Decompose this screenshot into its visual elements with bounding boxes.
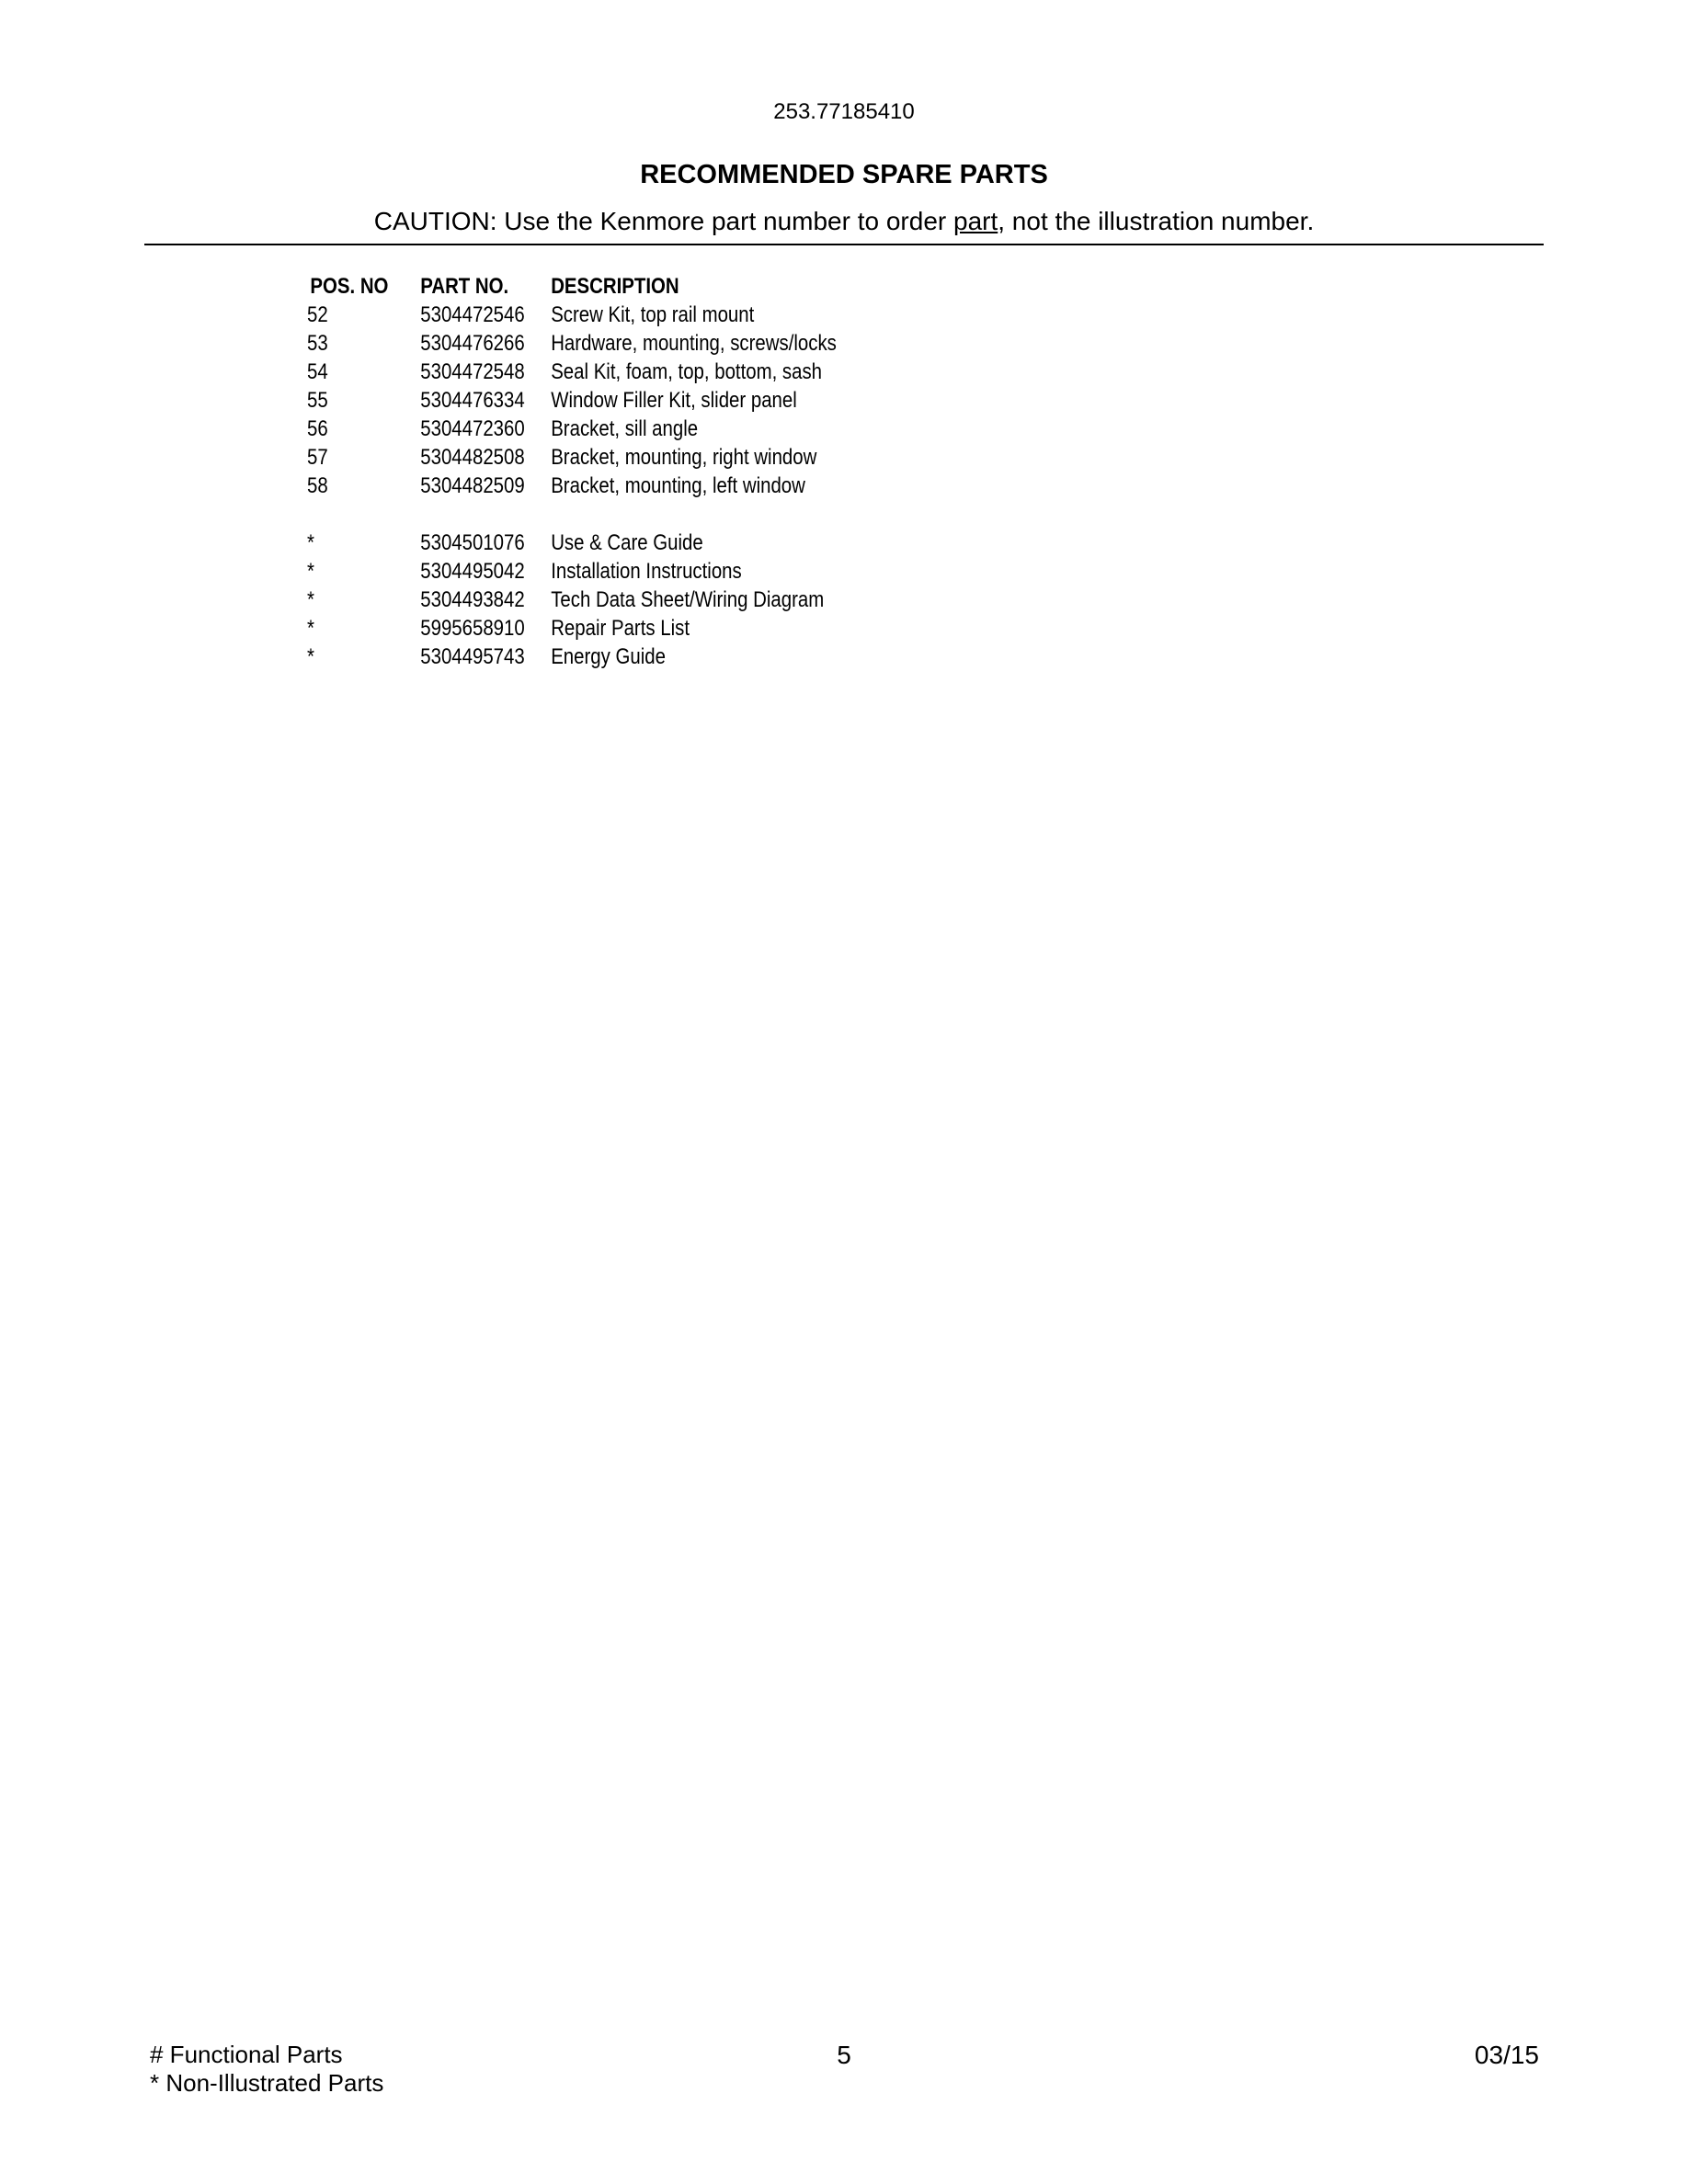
column-header-pos: POS. NO: [310, 274, 389, 299]
caution-text-start: CAUTION: Use the Kenmore part number to order: [373, 207, 953, 235]
description-cell: Bracket, sill angle: [551, 416, 699, 441]
part-number-cell: 5995658910: [420, 616, 525, 641]
table-row: [307, 415, 863, 443]
part-number-cell: 5304482508: [420, 445, 525, 470]
part-number-cell: 5304472546: [420, 302, 525, 327]
table-row: [307, 586, 863, 614]
model-number: 253.77185410: [773, 99, 915, 124]
table-row: [307, 643, 863, 671]
part-number-cell: 5304472360: [420, 416, 525, 441]
pos-cell: *: [307, 587, 314, 612]
description-cell: Window Filler Kit, slider panel: [551, 388, 797, 413]
caution-text-end: , not the illustration number.: [998, 207, 1315, 235]
pos-cell: 56: [307, 416, 328, 441]
description-cell: Repair Parts List: [551, 616, 690, 641]
table-row: [307, 329, 863, 358]
description-cell: Bracket, mounting, right window: [551, 445, 817, 470]
table-row: [307, 301, 863, 329]
pos-cell: *: [307, 559, 314, 584]
part-number-cell: 5304495042: [420, 559, 525, 584]
table-row: [307, 472, 863, 500]
table-row: [307, 443, 863, 472]
pos-cell: 53: [307, 331, 328, 356]
description-cell: Installation Instructions: [551, 559, 742, 584]
pos-cell: 58: [307, 473, 328, 498]
pos-cell: *: [307, 530, 314, 555]
pos-cell: 57: [307, 445, 328, 470]
table-row: [307, 529, 863, 557]
part-number-cell: 5304501076: [420, 530, 525, 555]
pos-cell: *: [307, 616, 314, 641]
pos-cell: 55: [307, 388, 328, 413]
part-number-cell: 5304476266: [420, 331, 525, 356]
column-header-part: PART NO.: [420, 274, 509, 299]
part-number-cell: 5304495743: [420, 644, 525, 669]
table-header-row: [307, 272, 863, 301]
column-header-description: DESCRIPTION: [551, 274, 679, 299]
table-row: [307, 358, 863, 386]
description-cell: Use & Care Guide: [551, 530, 703, 555]
description-cell: Hardware, mounting, screws/locks: [551, 331, 837, 356]
page-number: 5: [837, 2041, 851, 2069]
table-row: [307, 614, 863, 643]
caution-note: [0, 207, 1688, 236]
part-number-cell: 5304472548: [420, 359, 525, 384]
table-row-gap: [307, 500, 863, 529]
description-cell: Energy Guide: [551, 644, 666, 669]
pos-cell: 54: [307, 359, 328, 384]
description-cell: Tech Data Sheet/Wiring Diagram: [551, 587, 825, 612]
description-cell: Bracket, mounting, left window: [551, 473, 805, 498]
legend-non-illustrated-parts: * Non-Illustrated Parts: [150, 2069, 384, 2097]
header-divider: [144, 244, 1544, 245]
part-number-cell: 5304493842: [420, 587, 525, 612]
pos-cell: 52: [307, 302, 328, 327]
description-cell: Screw Kit, top rail mount: [551, 302, 755, 327]
table-row: [307, 557, 863, 586]
part-number-cell: 5304476334: [420, 388, 525, 413]
description-cell: Seal Kit, foam, top, bottom, sash: [551, 359, 823, 384]
revision-date: 03/15: [1474, 2041, 1539, 2069]
parts-table: [307, 272, 863, 671]
pos-cell: *: [307, 644, 314, 669]
table-row: [307, 386, 863, 415]
part-number-cell: 5304482509: [420, 473, 525, 498]
legend-functional-parts: # Functional Parts: [150, 2041, 343, 2068]
caution-text-underlined: part: [953, 207, 998, 235]
page-title: RECOMMENDED SPARE PARTS: [640, 160, 1048, 189]
